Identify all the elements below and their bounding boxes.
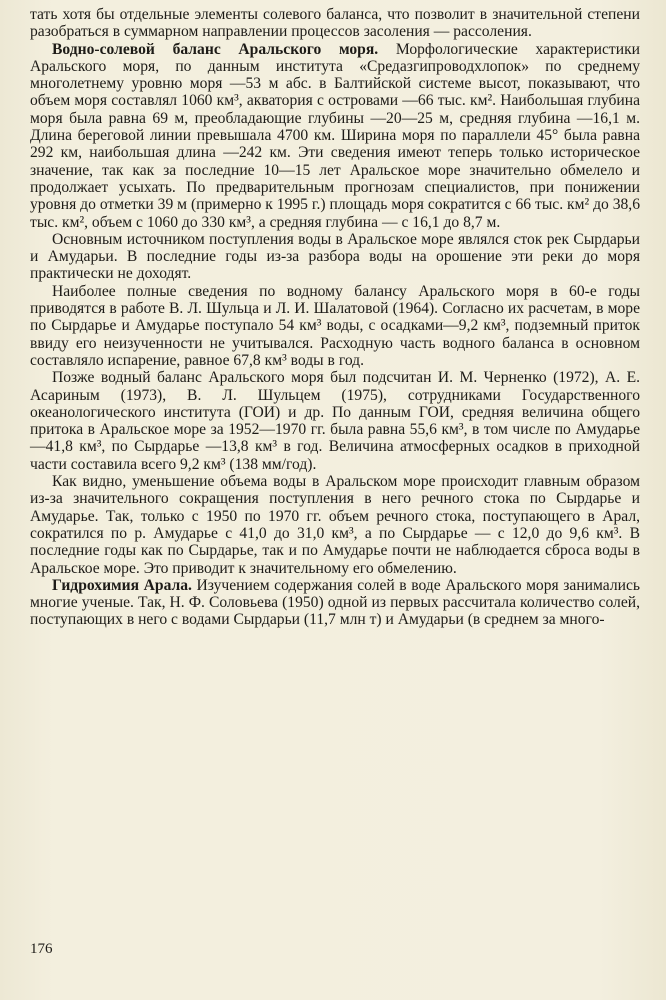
paragraph-text: Позже водный баланс Аральского моря был подсчитан И. М. Черненко (1972), А. Е. Асариным (1973), В. Л. Шульцем (1975), сотрудниками Государственного океанологического института (ГОИ) и др. По данным ГОИ, средняя величина общего притока в Аральское море за 1952—1970 гг. была равна 55,6 км³, в том числе по Амударье —41,8 км³, по Сырдарье —13,8 км³ в год. Величина атмосферных осадков в приходной части составила всего 9,2 км³ (138 мм/год). bbox=[30, 369, 640, 473]
body-text bbox=[30, 6, 640, 629]
paragraph-main-source bbox=[30, 231, 640, 283]
paragraph-water-balance-60s bbox=[30, 283, 640, 369]
paragraph-text: Наиболее полные сведения по водному балансу Аральского моря в 60-е годы приводятся в работе В. Л. Шульца и Л. И. Шалатовой (1964). Согласно их расчетам, в море по Сырдарье и Амударье поступало 54 км³ воды, с осадками—9,2 км³, подземный приток ввиду его неизученности не учитывался. Расходную часть водного баланса в основном составляло испарение, равное 67,8 км³ воды в год. bbox=[30, 282, 640, 369]
paragraph-text: Как видно, уменьшение объема воды в Аральском море происходит главным образом из-за значительного сокращения поступления в него речного стока по Сырдарье и Амударье. Так, только с 1950 по 1970 гг. объем речного стока, поступающего в Арал, сократился по р. Амударье с 41,0 до 31,0 км³, а по Сырдарье — с 12,0 до 9,6 км³. В последние годы как по Сырдарье, так и по Амударье почти не наблюдается сброса воды в Аральское море. Это приводит к значительному его обмелению. bbox=[30, 473, 640, 577]
paragraph-aral-water-salt-balance bbox=[30, 41, 640, 231]
page-number: 176 bbox=[30, 941, 53, 957]
paragraph-volume-decrease bbox=[30, 473, 640, 577]
paragraph-continuation bbox=[30, 6, 640, 41]
paragraph-later-estimates bbox=[30, 369, 640, 473]
paragraph-text: Изучением содержания солей в воде Аральского моря занимались многие ученые. Так, Н. Ф. Соловьева (1950) одной из первых рассчитала количество солей, поступающих в него с водами Сырдарьи (11,7 млн т) и Амударьи (в среднем за много- bbox=[30, 576, 640, 629]
paragraph-text: Основным источником поступления воды в Аральское море являлся сток рек Сырдарьи и Амударьи. В последние годы из-за разбора воды на орошение эти реки до моря практически не доходят. bbox=[30, 230, 640, 283]
section-heading: Гидрохимия Арала. bbox=[52, 576, 192, 594]
section-heading: Водно-солевой баланс Аральского моря. bbox=[52, 40, 379, 58]
paragraph-hydrochemistry bbox=[30, 577, 640, 629]
paragraph-text: тать хотя бы отдельные элементы солевого баланса, что позволит в значительной степени разобраться в суммарном направлении процессов засоления — рассоления. bbox=[30, 6, 640, 41]
paragraph-text: Морфологические характеристики Аральского моря, по данным института «Средазгипроводхлопок» по среднему многолетнему уровню моря —53 м абс. в Балтийской системе высот, показывают, что объем моря составлял 1060 км³, акватория с островами —66 тыс. км². Наибольшая глубина моря была равна 69 м, преобладающие глубины —20—25 м, средняя глубина —16,1 м. Длина береговой линии превышала 4700 км. Ширина моря по параллели 45° была равна 292 км, наибольшая длина —242 км. Эти сведения имеют теперь только историческое значение, так как за последние 10—15 лет Аральское море значительно обмелело и продолжает усыхать. По предварительным прогнозам специалистов, при понижении уровня до отметки 39 м (примерно к 1995 г.) площадь моря сократится с 66 тыс. км² до 38,6 тыс. км², объем с 1060 до 330 км³, а средняя глубина — с 16,1 до 8,7 м. bbox=[30, 40, 641, 231]
